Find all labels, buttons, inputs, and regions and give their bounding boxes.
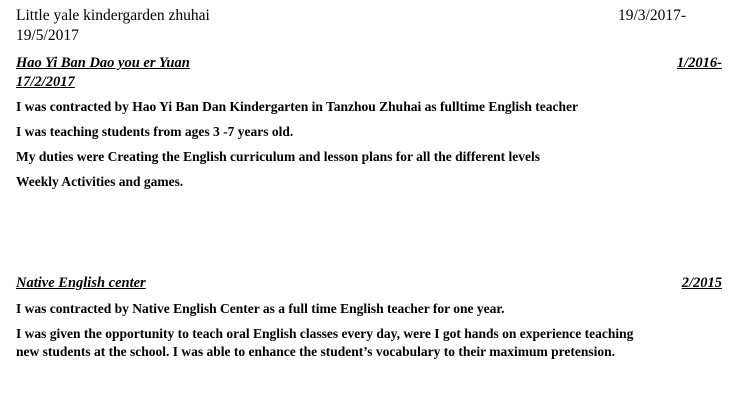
section-heading-2-label: Native English center [16,275,146,291]
header-date-continued: 19/5/2017 [16,26,79,44]
body-line: new students at the school. I was able to enhance the student’s vocabulary to their maximum pretension. [16,343,616,359]
spacer [16,116,722,123]
section-heading-1-row [16,54,722,73]
body-line: I was contracted by Hao Yi Ban Dan Kindergarten in Tanzhou Zhuhai as fulltime English teacher [16,99,578,114]
section-heading-1 [16,54,722,92]
section-heading-2 [16,274,722,293]
spacer [16,141,722,148]
page-title: Little yale kindergarden zhuhai [16,7,210,24]
section-heading-1-label: Hao Yi Ban Dao you er Yuan [16,55,190,71]
section-heading-2-date: 2/2015 [681,275,722,291]
section-body-1 [16,98,722,191]
document-header [16,6,722,46]
section-heading-1-date: 1/2016- [676,55,722,71]
body-line: My duties were Creating the English curriculum and lesson plans for all the different levels [16,149,540,165]
spacer [16,318,722,325]
section-body-2 [16,300,722,361]
header-date: 19/3/2017- [617,7,686,24]
body-line: Weekly Activities and games. [16,174,184,190]
spacer [16,166,722,173]
section-heading-1-date-continued: 17/2/2017 [16,73,75,90]
body-line: I was given the opportunity to teach oral English classes every day, were I got hands on experience teaching [16,326,634,342]
body-line: I was contracted by Native English Center as a full time English teacher for one year. [16,301,505,316]
body-line: I was teaching students from ages 3 -7 years old. [16,124,294,140]
section-heading-2-row [16,274,722,293]
header-row [16,6,722,26]
